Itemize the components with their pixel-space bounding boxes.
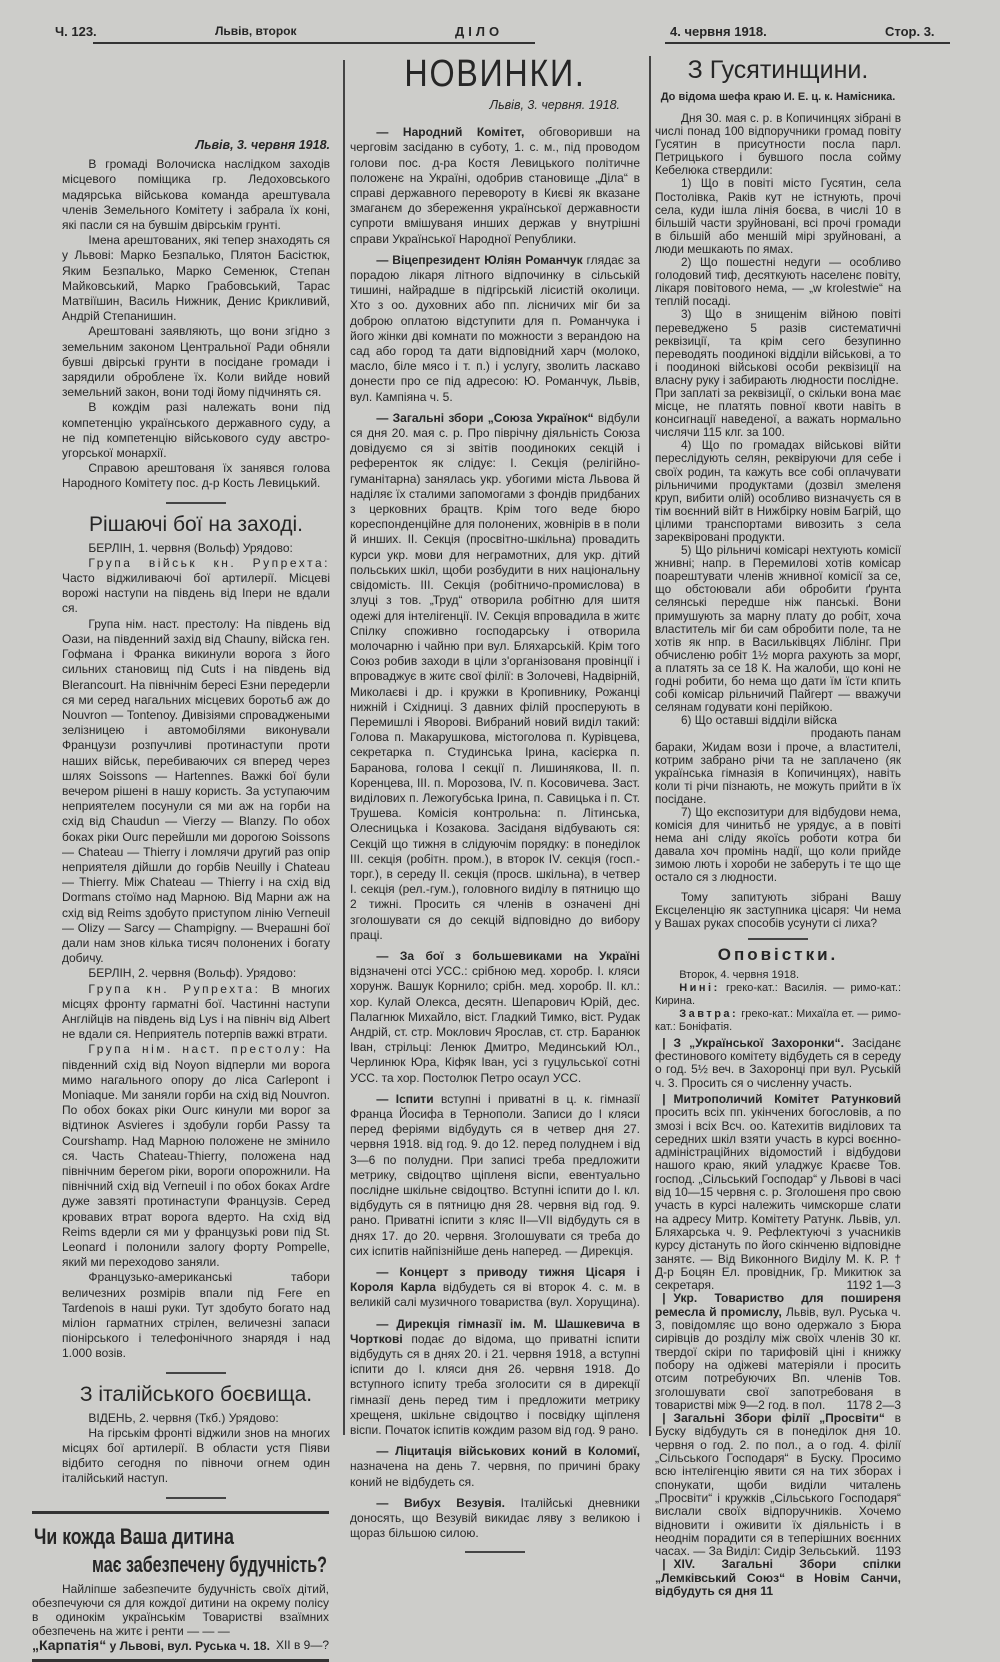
ad-headline: має забезпечену будучність? bbox=[92, 1551, 327, 1577]
paragraph: Французько-американські табори величезних розмірів впали під Fere en Tardenois в наші руки. Тут здобуто богато над міліон гарматних стрілен, величезні запаси піонірського і телефонічного знарядя і над 1.000 возів. bbox=[62, 1270, 330, 1361]
calendar-today bbox=[655, 982, 901, 1008]
paragraph-lead: Група нім. наст. престолу: bbox=[88, 1042, 308, 1057]
ad-code: XII в 9—? bbox=[275, 1637, 329, 1652]
news-lead: — Народний Комітет, bbox=[376, 125, 525, 140]
advertisement bbox=[32, 1511, 329, 1662]
news-lead: — Вибух Везувія. bbox=[376, 1495, 506, 1510]
value: греко-кат.: Василія. — римо-кат.: Кирина. bbox=[655, 981, 902, 1007]
dateline: Львів, 3. червня 1918. bbox=[195, 138, 330, 152]
news-item bbox=[350, 1496, 640, 1542]
dateline: Львів, 3. червня. 1918. bbox=[489, 98, 620, 112]
column-rule bbox=[649, 56, 651, 1436]
news-text: глядає за порадою лікаря літного відпочинку в сільській тишині, найрадше в підгірській лісистій околици. Хто з оо. духовних або пп. лісничих міг би за доброю оплатою відступити для п. Романчука і його жінки дві комнати по можности з верандою на сад або город та дати відповідний харч (молоко, масло, біле мясо і т. п.) і услугу, зволить ласкаво донести про се під адресою: Ю. Романчук, Львів, вул. Кампіяна ч. 5. bbox=[350, 252, 641, 404]
value: греко-кат.: Михаїла ет. — римо-кат.: Боніфатія. bbox=[655, 1007, 901, 1033]
calendar-tomorrow bbox=[655, 1008, 901, 1034]
paragraph bbox=[62, 982, 330, 1043]
paragraph: Дня 30. мая с. р. в Копичинцях зібрані в числі понад 100 відпоручники громад повіту Гусятин в присутности посла парл. Петрицького і бувшого посла сойму Кебелюка ствердили: bbox=[655, 111, 901, 178]
paragraph: 3) Що в знищенім війною повіті переведжено 5 разів систематичні реквізиції, та крім сего безупинно переводять поодинокі відділи військові, а то і поодинокі військові особи реквізиції на власну руку і забирають людности послідне. bbox=[655, 307, 901, 387]
middle-column bbox=[350, 52, 640, 1565]
paragraph: Справою арештованя їх занявся голова Народного Комітету пос. д-р Кость Левицький. bbox=[62, 461, 330, 491]
notice-text: Львів, вул. Руська ч. 3, повідомляє що воно одержало з Бюра сирівців до розділу між своїх членів 30 кг. твердої скіри по тарифовій ціні і книжку побору на одіжеві матеріяли і просить отсим потребуючих Вп. членів Тов. зголошувати свої запотребованя в товаристві між 9—2 год. в пол. bbox=[655, 1304, 901, 1412]
paragraph: При заплаті за реквізиції, о скільки вона має місце, не платять повної квоти навіть в консигнації наведеної, а важать нормально числячи 115 клг. за 100. bbox=[655, 385, 901, 440]
news-lead: — Концерт з приводу тижня Цісаря і Короля Карла bbox=[350, 1265, 640, 1295]
divider bbox=[166, 1497, 226, 1499]
page-header bbox=[45, 22, 950, 44]
masthead: ДІЛО bbox=[455, 24, 504, 39]
paragraph: продають панам bbox=[810, 726, 901, 741]
article-subtitle: До відома шефа краю И. Е. ц. к. Намісника. bbox=[660, 91, 896, 103]
paragraph: На гірськім фронті віджили знов на многих місцях бої артилерії. В области устя Піяви відбито сегодня по півночи огнем один італійський наступ. bbox=[62, 1425, 330, 1486]
divider bbox=[166, 502, 226, 504]
right-column bbox=[655, 55, 901, 1598]
notice-item: | З „Української Захоронки“. Засіданє фестинового комітету відбудеть ся в середу о год. 5½ веч. в Захоронці при вул. Руській ч. 3. Просить ся о численну участь. bbox=[655, 1035, 902, 1090]
article-title: З італійського боєвища. bbox=[79, 1382, 313, 1406]
news-text: назначена на день 7. червня, по причині браку коний не відбудеть ся. bbox=[350, 1459, 640, 1489]
notice-list bbox=[655, 1037, 901, 1598]
paragraph-text: Часто віджиливаючі бої артилерії. Місцеві ворожі наступи на південь від Іпери не вдали ся. bbox=[62, 571, 330, 616]
ad-footer bbox=[32, 1638, 329, 1653]
news-lead: — Загальні збори „Союза Українок“ bbox=[376, 410, 594, 425]
news-text: відзначені отсі УСС.: срібною мед. хоробр. I. кляси хорунж. Вашук Корнило; срібн. мед. хоробр. II. кл.: хор. Кулай Олекса, десятн. Шепарович Юрій, дес. Палагнюк Михайло, віст. Гладкий Тимко, віст. Рудак Андрій, ст. стр. Моклович Ярослав, ст. стр. Баранюк Іван, стрільці: Ленюк Дмитро, Мединський Юл., Черлинюк Юра, Кіфяк Іван, усі з гуцульської сотні УСС. та хор. Постолюк Петро осаул УСС. bbox=[350, 964, 640, 1085]
issue-date: 4. червня 1918. bbox=[670, 24, 767, 39]
news-item bbox=[350, 125, 640, 247]
paragraph: Імена арештованих, які тепер знаходять ся у Львові: Марко Безпалько, Плятон Басістюк, Яким Безпалько, Марко Семенюк, Степан Майковський, Марко Грабовський, Тарас Матвіїшин, Василь Нижник, Денис Крикливий, Андрій Степанишин. bbox=[62, 233, 330, 324]
paragraph: бараки, Жидам вози і проче, а властителі, котрим забрано річи та не заплачено (як українська гімназія в Копичинцях), навіть коли ті річи пізнають, не можуть прийти в їх посідане. bbox=[655, 739, 901, 806]
issue-number: Ч. 123. bbox=[55, 24, 97, 39]
notice-lead: Укр. Товариство для поширеня ремесла й промислу, bbox=[655, 1291, 901, 1319]
ad-headline: Чи кожда Ваша дитина bbox=[34, 1523, 235, 1549]
ad-address: у Львові, вул. Руська ч. 18. bbox=[109, 1638, 270, 1653]
news-item bbox=[350, 411, 640, 943]
notices bbox=[655, 969, 901, 1034]
news-text: подає до відома, що приватні іспити відбудуть ся в днях 20. і 21. червня 1918, а вступні іспити до I. кляси дня 26. червня 1918. До вступного іспиту треба зголосити ся в дирекції гімназії день перед тим і предложити метрику хрещеня, шкільне свідоцтво і посвідку щіпленя віспи. Початок іспитів кождим разом від год. 9 рано. bbox=[350, 1331, 640, 1438]
notices-title: Оповістки. bbox=[717, 944, 839, 964]
dispatch-dateline: БЕРЛІН, 2. червня (Вольф). Урядово: bbox=[88, 966, 297, 981]
notice-text: Засіданє фестинового комітету відбудеть ся в середу о год. 5½ веч. в Захоронці при вул. Руській ч. 3. Просить ся о численну участь. bbox=[655, 1035, 902, 1090]
paragraph: Арештовані заявляють, що вони згідно з земельним законом Центральної Ради обняли бувші двірські грунти в посідане громади і зарядили оброблене їх. Коли вийде новий земельний закон, вони тоді йому підчинять ся. bbox=[62, 324, 330, 400]
news-item bbox=[350, 253, 640, 405]
column-rule bbox=[343, 60, 345, 1435]
notice-item: | Загальні Збори філії „Просвіти“ в Буску відбудуть ся в понеділок дня 10. червня о год. 2. по пол., а о год. 4. філії „Сільського Господаря“ в Буску. Просимо всю інтелігенцію явити ся на тих зборах і спонукати, щоби виділи читалень „Просвіти“ і кружків „Сільського Господаря“ вислали своїх відпоручників. Хочемо відновити і оживити їх діяльність і в неоднім порадити ся в теперішних воєнних часах. — За Виділ: Сидір Зельський. 1193 bbox=[655, 1411, 901, 1559]
paragraph: В кождім разі належать вони під компетенцію українського державного суду, а не під компетенцію військового суду австро-угорської монархії. bbox=[62, 400, 330, 461]
article-title: Рішаючі бої на заході. bbox=[89, 512, 303, 536]
news-text: відбудеть ся ві второк 4. с. м. в великій салі музичного товариства (вул. Хорущина). bbox=[350, 1280, 640, 1310]
news-text: відбули ся дня 20. мая с. р. Про піврічну діяльність Союза довідуємо ся зі звітів поодиноких секцій і референток як слідує: I. Секція (релігійно-гуманітарна) занялась укр. убогими міста Львова й наділяє їх сталими запомогами з фондів придбаних з церковних брацтв. Крім того веде бюро кореспонденційне для полонених, жовнірів в в поли й инших. II. Секція (просвітно-шкільна) провадить курси укр. мови для неграмотних, для укр. дітий польських шкіл, щоби розбудити в них національну свідомість. III. Секція (робітничо-промислова) в злуці з тов. „Труд“ отворила робітню для шитя одежі для інтелігенції. IV. Секція впровадила в житє Спілку споживно господарську і отворила молочарню і чайню при вул. Бляхарській. Крім того Союз робив заходи в ціли з'організованя провінції і впроваджує в житє свої філії: в Золочеві, Надвірній, Миколаєві і др. і кружки в Кропивнику, Рожанці нижній і Східниці. З давних філій просперують в Перемишлі і Яворові. Вибраний новий виділ такий: Голова п. Макарушкова, містоголова п. Курівцева, секретарка п. Студинська Ірина, касієрка п. Баранова, голова I секції п. Лишинякова, II. п. Коренцева, III. п. Морозова, IV. п. Косовичева. Заст. виділових п. Лежогубська Ірина, п. Савицька і п. Ст. Трушева. Комісія контрольна: п. Літинська, Олесницька і Козакова. Засіданя відбувають ся: Секцій що тижня в слідуючім порядку: в понеділок III. секція (робітн. пром.), в второк IV. секція (госп.-торг.), в середу II. секція (просв. шкільна), в четвер I. секція (рел.-гум.), головного виділу в пятницю що 2 тижні. Просить ся членів в означені дні зголошувати ся до секцій відповідно до вибору праці. bbox=[350, 410, 640, 942]
notice-lead: Загальні Збори філії „Просвіти“ bbox=[673, 1411, 885, 1426]
place-day: Львів, второк bbox=[215, 24, 297, 38]
notice-text: в Буску відбудуть ся в понеділок дня 10. червня о год. 2. по пол., а о год. 4. філії „Сільського Господаря“ в Буску. Просимо всю інтелігенцію явити ся на тих зборах і спонукати, щоби виділи читалень „Просвіти“ і кружків „Сільського Господаря“ вислали своїх відпоручників. Хочемо відновити і оживити їх діяльність і в неоднім порадити ся в теперішних воєнних часах. — За Виділ: Сидір Зельський. bbox=[655, 1411, 901, 1559]
news-lead: — Ліцитація військових коний в Коломиї, bbox=[376, 1444, 640, 1459]
notice-lead: Митрополичий Комітет Ратунковий bbox=[673, 1092, 901, 1106]
divider bbox=[748, 938, 808, 940]
header-rule bbox=[345, 42, 535, 44]
dispatch-dateline: БЕРЛІН, 1. червня (Вольф) Урядово: bbox=[88, 540, 293, 555]
label: Завтра: bbox=[679, 1007, 739, 1020]
news-text: обговоривши на черговім засіданю в суботу, 1. с. м., під проводом голови пос. д-ра Костя Левицького політичне положенє на Україні, одобрив становище „Діла“ в справі державного перевороту в Києві як вказане змаганєм до збереження української державности супроти вмішуваня инших держав у внутрішні справи Української Народної Републики. bbox=[350, 125, 640, 246]
notice-code: 1192 1—3 bbox=[846, 1278, 901, 1293]
paragraph-text: На південь від Оази, на південний захід від Chauny, війска ген. Гофмана і Франка викинули ворога з його сильних становищ під Cuts і на південь від Blerancourt. На північнім бересі Езни передерли ся ми серед нагальних місцевих боротьб аж до Nouvron — Tontenoy. Дивізіями спроваджеными зелізницею і автомобілями виконували Французи розпучливі протинаступи проти наших військ, перебиваючих ся вперед через шлях Soissons — Hartennes. Важкі бої були вечером рішені в нашу користь. За уступаючим неприятелем посунули ся ми аж на горби на схід від Chaudun — Vierzy — Blanzy. По обох боках ріки Ourc перейшли ми дорогою Soissons — Chateau — Thierry і ломлячи другий раз опір неприятеля дійшли до горбів Neuilly і Chateau — Thierry. Між Chateau — Thierry і на схід від Dormans стоїмо над Марною. Від Марни аж на схід від Reims здобуто приступом лінію Verneuil — Olizy — Sarcy — Champigny. — Вчерашні бої дали нам знов кілька тисяч полонених і богату добичу. bbox=[62, 616, 331, 966]
dispatch-dateline: ВІДЕНЬ, 2. червня (Ткб.) Урядово: bbox=[88, 1410, 279, 1425]
header-rule bbox=[93, 42, 373, 44]
paragraph: 5) Що рільничі комісарі нехтують комісії жнивні; напр. в Перемилові хотів комісар поарештувати членів жнивної комісії за се, що обстоювали аби обробити ґрунта селянські передше ніж панські. Вони примушують за марну плату до робіт, хоча властитель міг би сам обробити поле, та не хотів як нпр. в Васильківцях Ліблінг. При обчисленю робіт 1½ морга рахують за морг, а платять за се 18 К. На жалоби, що коні не годні робити, бо нема що дати їм їсти кпить собі комісар рільничий Пайгерт — вважучи селянам годувати коні перійкою. bbox=[655, 543, 901, 715]
notice-code: 1193 bbox=[875, 1544, 901, 1559]
paragraph: 6) Що оставші відділи війска bbox=[680, 713, 837, 728]
news-item bbox=[350, 1317, 640, 1439]
ad-body: Найліпше забезпечите будучність своїх дітий, обезпечуючи ся для кождої дитини на окрему полісу в одинокім українськім Товаристві взаїмних обезпечень на житє і ренти — — — bbox=[32, 1581, 329, 1638]
news-lead: — За бої з большевиками на Україні bbox=[376, 948, 640, 963]
paragraph-lead: Група кн. Рупрехта: bbox=[88, 981, 261, 996]
notice-item: | Митрополичий Комітет Ратунковий просить всіх пп. укінчених богословів, а по змозі і всіх Всч. оо. Катехитів виділових та середних шкіл взяти участь в курсі воєнно-адміністраційних відомостий і відбудови нашого краю, який уладжує Краєве Тов. господ. „Сільський Господар“ у Львові в часі від 10—15 червня с. р. Зголошеня про свою участь в курсі належить чимскорше слати на адресу Митр. Комітету Ратунк. Львів, ул. Бляхарська ч. 9. Рефлектуючі з учасників курсу дістануть по його скінченю відповідне занятє. — Від Виконного Виділу М. К. Р. † Д-р Боцян Ел. провідник, Гр. Микитюк за секретаря. 1192 1—3 bbox=[655, 1092, 901, 1293]
news-item bbox=[350, 949, 640, 1086]
paragraph-text: В многих місцях фронту гарматні бої. Частинні наступи Англійців на південь від Lys і на північ від Albert не вдали ся. Неприятель потерпів важкі втрати. bbox=[62, 981, 330, 1042]
notice-item: | Укр. Товариство для поширеня ремесла й промислу, Львів, вул. Руська ч. 3, повідомляє що воно одержало з Бюра сирівців до розділу між своїх членів 30 кг. твердої скіри по тарифовій ціні і книжку побору на одіжеві матеріяли і просить отсим потребуючих Вп. членів Тов. зголошувати свої запотребованя в товаристві між 9—2 год. в пол. 1178 2—3 bbox=[655, 1291, 901, 1412]
notice-code: 1178 2—3 bbox=[846, 1397, 901, 1412]
news-lead: — Дирекція гімназії ім. М. Шашкевича в Чорткові bbox=[350, 1316, 640, 1346]
news-item bbox=[350, 1092, 640, 1259]
left-column bbox=[32, 138, 331, 1662]
paragraph: Тому запитують зібрані Вашу Ексцеленцію як заступника цісаря: Чи нема у Вашах руках способів усунути сі лиха? bbox=[655, 889, 901, 930]
divider bbox=[465, 1551, 525, 1553]
paragraph bbox=[62, 617, 330, 967]
paragraph-lead: Група військ кн. Рупрехта: bbox=[88, 555, 330, 570]
paragraph: 1) Що в повіті місто Гусятин, села Постолівка, Раків кут не істнують, прочі села, куди ішла лінія боєва, в числі 10 в більшій части зруйновані, всі прочі громади в більшій або меншій мірі зруйновані, а люди мешкають по ямах. bbox=[655, 176, 901, 256]
news-lead: — Віцепрезидент Юліян Романчук bbox=[376, 252, 583, 267]
page-number: Стор. 3. bbox=[885, 24, 935, 39]
header-rule bbox=[665, 42, 950, 44]
ad-headline-1 bbox=[32, 1522, 329, 1550]
paragraph-lead: Група нім. наст. престолу: bbox=[88, 616, 240, 631]
section-title: НОВИНКИ. bbox=[404, 53, 586, 95]
paragraph-text: На південний схід від Noyon відперли ми ворога мимо нагального опору до ліса Carlepont і Moniaque. Ми заняли горби на схід від Nouvron. По обох боках ріки Ourc кинули ми ворог за відтинок Asvieres і здобули горби Passy та Courshamp. Над Марною положене не змінило ся. Часть Chateau-Thierry, положена над північним берегом ріки, вороги опорожнили. На північний схід від Verneuil і по обох боках Ardre дуже завзяті протинаступи Французів. Серед кровавих втрат ворога вдерто. На схід від Reims вдерли ся ми у французькі рови під St. Leonard і полонили залогу форту Pompelle, який ми переходово заняли. bbox=[62, 1042, 330, 1270]
paragraph: 7) Що експозитури для відбудови нема, комісія для чинитьб не урядує, а в повіті нема ані сліду якоїсь роботи котра би давала хоч промінь надії, що коли прийде зимою лють і хороби не заберуть і те що ще остало ся з людности. bbox=[655, 804, 901, 885]
notice-text: в Новім Санчи, відбудуть ся дня 11 bbox=[655, 1570, 901, 1598]
article-title: З Гусятинщини. bbox=[687, 56, 869, 84]
notice-lead: XIV. Загальні Збори спілки „Лемківський Союз“ bbox=[655, 1557, 901, 1585]
ad-headline-2 bbox=[32, 1550, 329, 1578]
notice-lead: З „Української Захоронки“. bbox=[673, 1035, 844, 1050]
notices-date: Второк, 4. червня 1918. bbox=[679, 968, 800, 981]
paragraph: 2) Що пошестні недуги — особливо голодовий тиф, десяткують населенє повіту, лікаря повітового нема, — „w krolestwie“ на теплій посаді. bbox=[655, 255, 901, 309]
notice-text: просить всіх пп. укінчених богословів, а по змозі і всіх Всч. оо. Катехитів виділових та середних шкіл взяти участь в курсі воєнно-адміністраційних відомостий і відбудови нашого краю, який уладжує Краєве Тов. господ. „Сільський Господар“ у Львові в часі від 10—15 червня с. р. Зголошеня про свою участь в курсі належить чимскорше слати на адресу Митр. Комітету Ратунк. Львів, ул. Бляхарська ч. 9. Рефлектуючі з учасників курсу дістануть по його скінченю відповідне занятє. — Від Виконного Виділу М. К. Р. † Д-р Боцян Ел. провідник, Гр. Микитюк за секретаря. bbox=[655, 1105, 901, 1293]
paragraph bbox=[62, 556, 330, 617]
news-text: вступні і приватні в ц. к. гімназії Франца Йосифа в Тернополи. Записи до I кляси перед феріями відбудуть ся в четвер дня 27. червня 1918. від год. 9. до 12. перед полуднем і від 3—6 по полудни. При записі треба предложити метрику, свідоцтво щіпленя віспи, евентуально послідне шкільне свідоцтво. Вступні іспити до I. кл. відбудуть ся в пятницю дня 28. червня від год. 9. рано. Приватні іспити з кляс II—VII відбудуть ся в днях 17. до 20. червня. Зголошувати ся треба до сих іспитів найпізнійше день наперед. — Дирекція. bbox=[350, 1091, 640, 1258]
paragraph: 4) Що по громадах військові війти переслідують селян, реквіруючи для себе і своїх родин, та кажуть все собі оплачувати рільничими продуктами (дозвіл змеленя круп, вибити олій) особливо визначуєть ся в тім воєнний війт в Нижбірку новім Багрій, що цілими транспортами вивозить з села зареквіровані продукти. bbox=[655, 438, 901, 544]
news-text: Італійські дневники доносять, що Везувій викидає ляву з великою і щораз більшою силою. bbox=[350, 1495, 640, 1541]
divider bbox=[166, 1372, 226, 1374]
paragraph bbox=[62, 1042, 330, 1270]
ad-company: „Карпатія“ bbox=[32, 1636, 107, 1653]
news-item bbox=[350, 1265, 640, 1311]
news-lead: — Іспити bbox=[376, 1091, 434, 1106]
notice-item: | XIV. Загальні Збори спілки „Лемківський Союз“ в Новім Санчи, відбудуть ся дня 11 bbox=[655, 1557, 901, 1598]
news-item bbox=[350, 1444, 640, 1490]
paragraph: В громаді Волочиска наслідком заходів місцевого поміщика гр. Ледоховського мадярська військова команда арештувала членів Земельного Комітету і забрала їх коні, які пасли ся на бувшім двірськім грунті. bbox=[62, 157, 330, 233]
label: Нині: bbox=[679, 981, 720, 994]
